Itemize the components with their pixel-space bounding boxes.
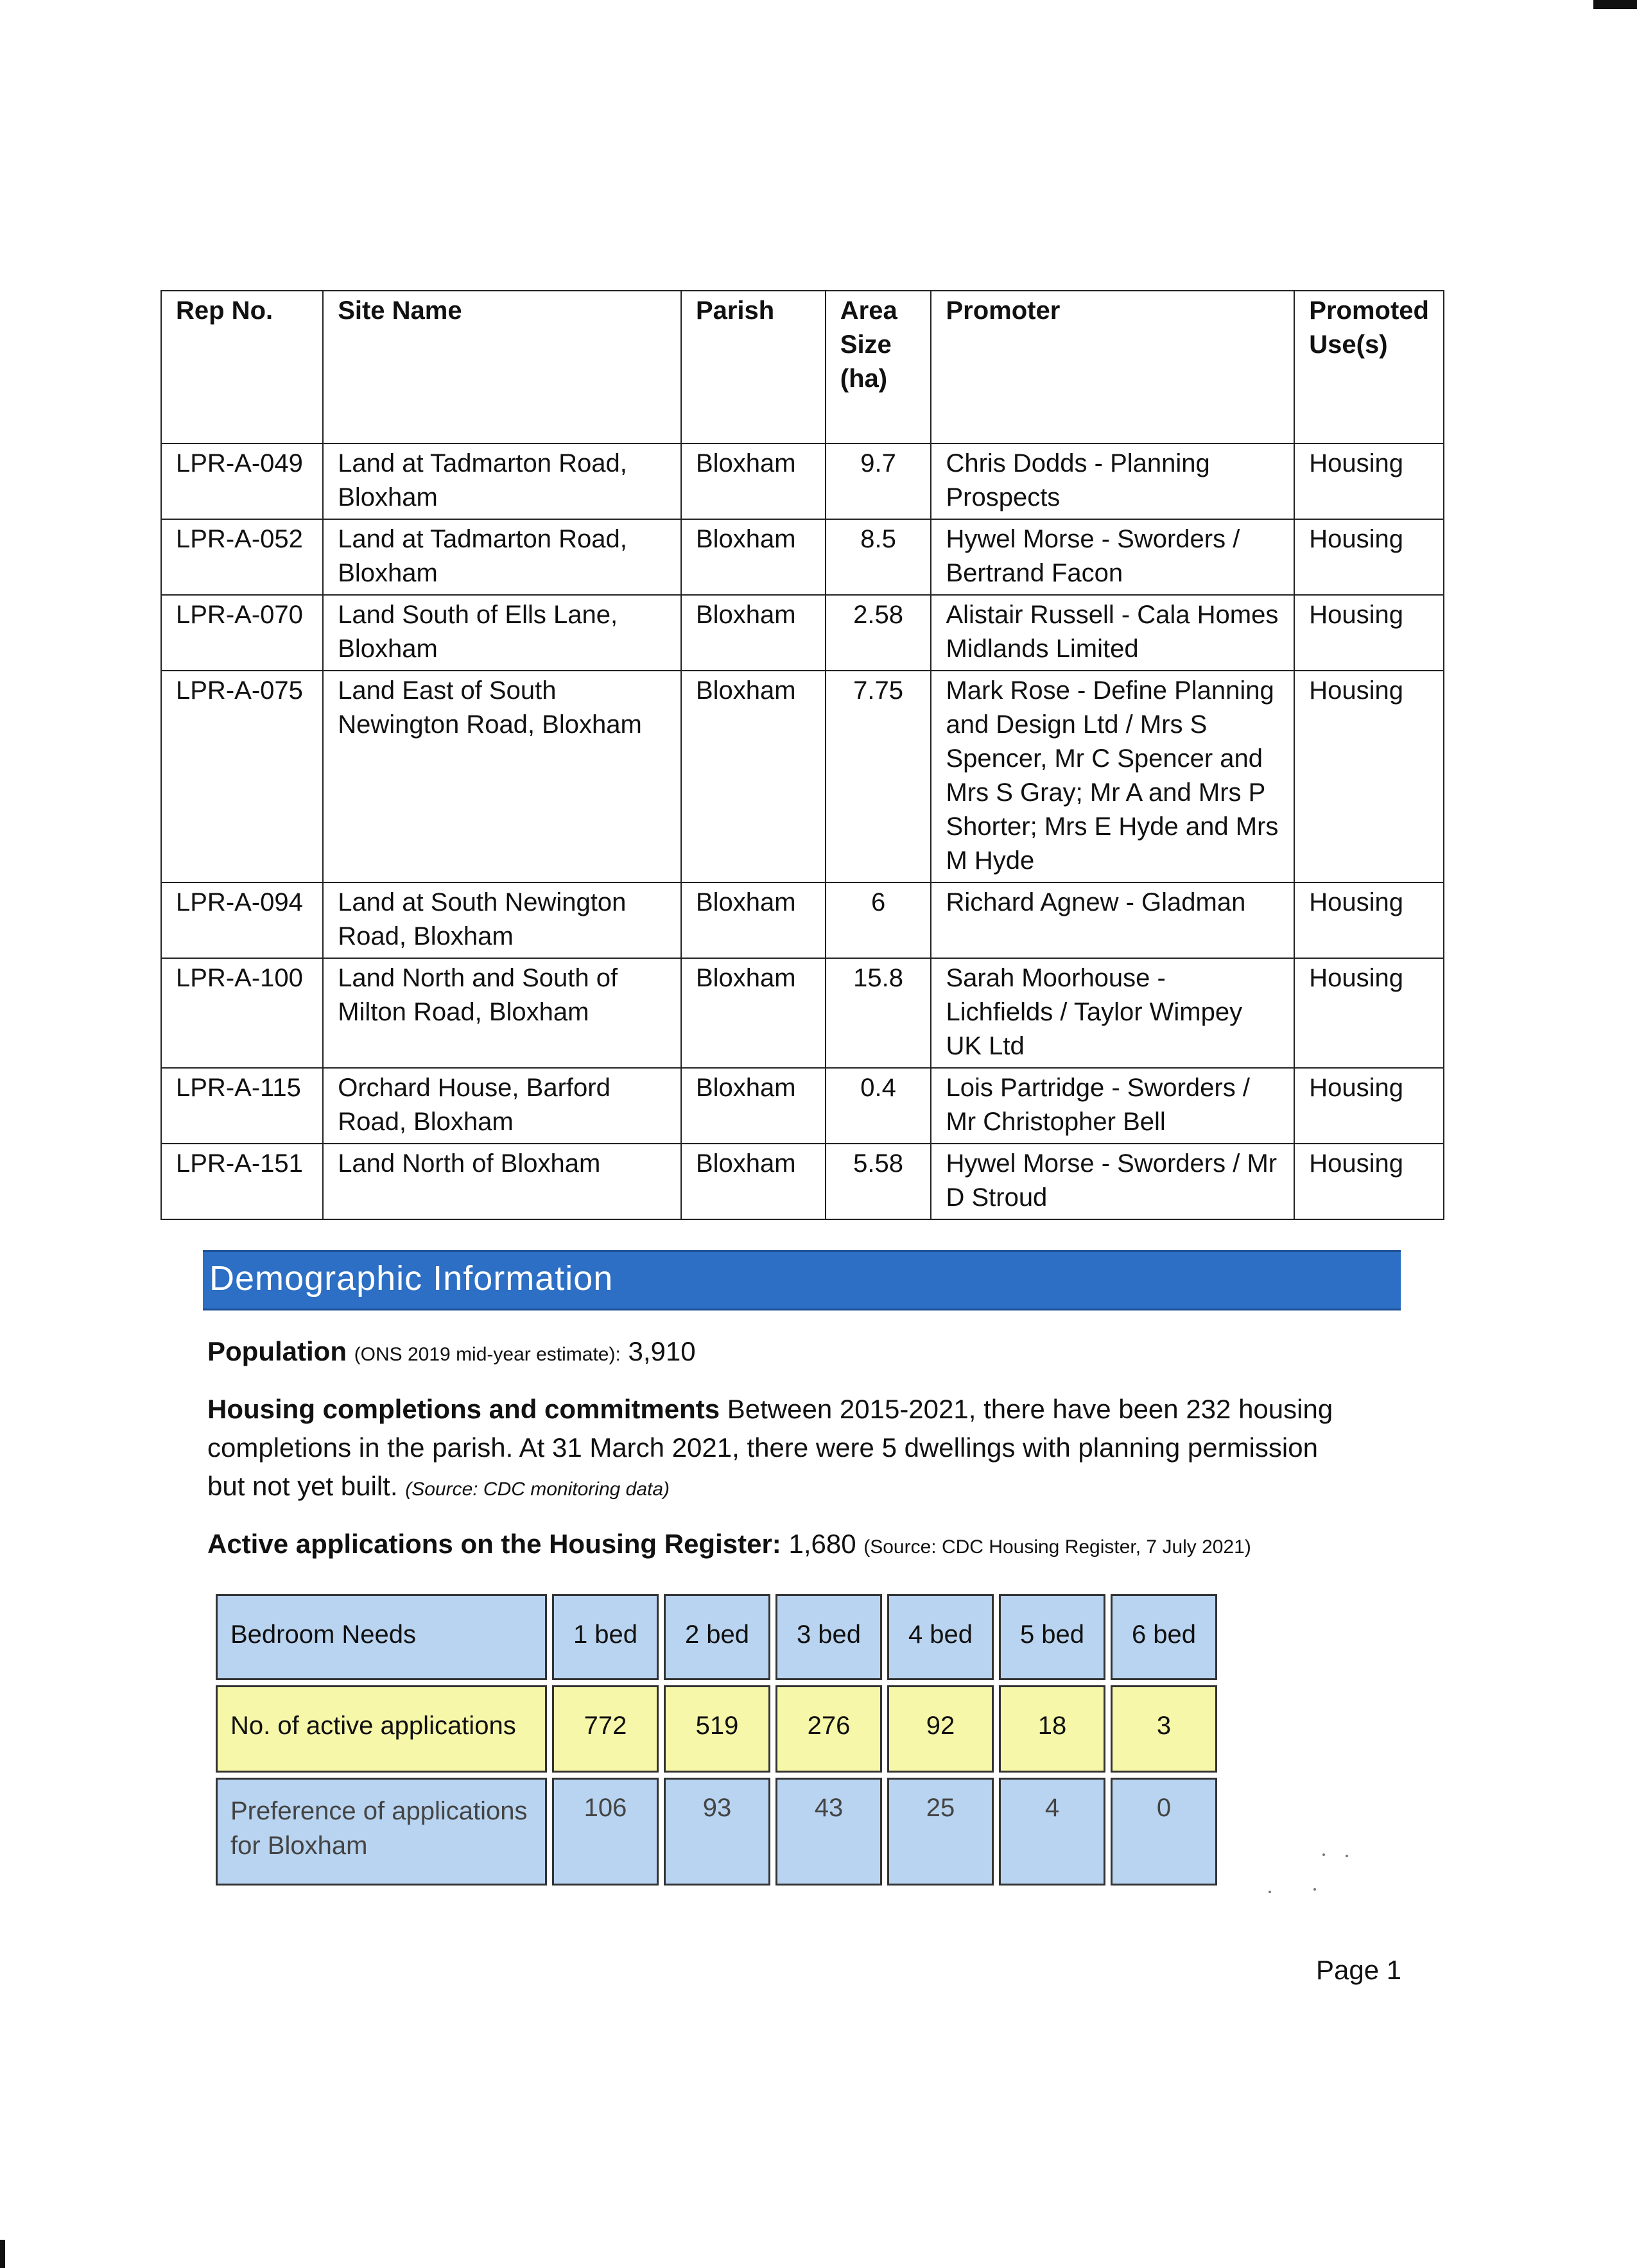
scan-edge-mark xyxy=(1593,0,1637,9)
col-5-bed: 5 bed xyxy=(999,1594,1105,1680)
register-line xyxy=(207,1525,1427,1567)
scan-speck xyxy=(1322,1853,1325,1856)
parish: Bloxham xyxy=(681,443,826,519)
col-6-bed: 6 bed xyxy=(1111,1594,1217,1680)
preference-2-bed: 93 xyxy=(664,1778,770,1886)
active-3-bed: 276 xyxy=(775,1685,882,1773)
site-table-header xyxy=(161,291,1444,443)
site-name: Orchard House, Barford Road, Bloxham xyxy=(323,1068,681,1144)
area-size: 9.7 xyxy=(826,443,931,519)
table-row xyxy=(161,671,1444,882)
area-size: 0.4 xyxy=(826,1068,931,1144)
promoter: Hywel Morse - Sworders / Bertrand Facon xyxy=(931,519,1294,595)
promoter: Sarah Moorhouse - Lichfields / Taylor Wimpey UK Ltd xyxy=(931,958,1294,1068)
completions-paragraph xyxy=(207,1390,1427,1509)
register-value: 1,680 xyxy=(788,1529,856,1559)
rep-no: LPR-A-070 xyxy=(161,595,323,671)
population-line xyxy=(207,1332,1427,1374)
population-source: (ONS 2019 mid-year estimate): xyxy=(354,1344,621,1365)
preference-label: Preference of applications for Bloxham xyxy=(216,1778,547,1886)
area-size: 6 xyxy=(826,882,931,958)
site-table xyxy=(160,290,1444,1220)
col-2-bed: 2 bed xyxy=(664,1594,770,1680)
active-1-bed: 772 xyxy=(552,1685,659,1773)
rep-no: LPR-A-049 xyxy=(161,443,323,519)
promoted-use: Housing xyxy=(1294,882,1444,958)
header-site-name: Site Name xyxy=(323,291,681,443)
site-name: Land East of South Newington Road, Bloxham xyxy=(323,671,681,882)
area-size: 5.58 xyxy=(826,1144,931,1219)
table-row xyxy=(161,1068,1444,1144)
page-number: Page 1 xyxy=(1316,1955,1402,1985)
table-row xyxy=(161,1144,1444,1219)
promoter: Lois Partridge - Sworders / Mr Christopher Bell xyxy=(931,1068,1294,1144)
rep-no: LPR-A-151 xyxy=(161,1144,323,1219)
site-name: Land North and South of Milton Road, Bloxham xyxy=(323,958,681,1068)
population-value: 3,910 xyxy=(628,1336,696,1366)
parish: Bloxham xyxy=(681,595,826,671)
promoted-use: Housing xyxy=(1294,671,1444,882)
completions-text-3: but not yet built. xyxy=(207,1471,398,1501)
site-name: Land at Tadmarton Road, Bloxham xyxy=(323,519,681,595)
promoted-use: Housing xyxy=(1294,443,1444,519)
bedroom-header-row xyxy=(216,1594,1217,1680)
rep-no: LPR-A-115 xyxy=(161,1068,323,1144)
promoter: Hywel Morse - Sworders / Mr D Stroud xyxy=(931,1144,1294,1219)
completions-text-2: completions in the parish. At 31 March 2021, there were 5 dwellings with planning permission xyxy=(207,1432,1318,1463)
rep-no: LPR-A-094 xyxy=(161,882,323,958)
header-area: Area Size (ha) xyxy=(826,291,931,443)
active-5-bed: 18 xyxy=(999,1685,1105,1773)
table-row xyxy=(161,595,1444,671)
scan-speck xyxy=(1313,1888,1316,1891)
preference-6-bed: 0 xyxy=(1111,1778,1217,1886)
promoted-use: Housing xyxy=(1294,958,1444,1068)
bedroom-needs-label: Bedroom Needs xyxy=(216,1594,547,1680)
area-size: 8.5 xyxy=(826,519,931,595)
parish: Bloxham xyxy=(681,958,826,1068)
promoted-use: Housing xyxy=(1294,595,1444,671)
section-title: Demographic Information xyxy=(209,1259,614,1298)
header-parish: Parish xyxy=(681,291,826,443)
area-size: 2.58 xyxy=(826,595,931,671)
col-4-bed: 4 bed xyxy=(887,1594,994,1680)
parish: Bloxham xyxy=(681,671,826,882)
area-size: 7.75 xyxy=(826,671,931,882)
site-name: Land North of Bloxham xyxy=(323,1144,681,1219)
preference-5-bed: 4 xyxy=(999,1778,1105,1886)
promoted-use: Housing xyxy=(1294,519,1444,595)
scan-edge-mark-bottom xyxy=(0,2240,5,2268)
active-applications-row xyxy=(216,1685,1217,1773)
promoted-use: Housing xyxy=(1294,1068,1444,1144)
site-name: Land South of Ells Lane, Bloxham xyxy=(323,595,681,671)
completions-label: Housing completions and commitments xyxy=(207,1394,720,1424)
parish: Bloxham xyxy=(681,1068,826,1144)
promoter: Richard Agnew - Gladman xyxy=(931,882,1294,958)
header-promoter: Promoter xyxy=(931,291,1294,443)
active-6-bed: 3 xyxy=(1111,1685,1217,1773)
scan-speck xyxy=(1269,1891,1271,1893)
table-row xyxy=(161,519,1444,595)
table-row xyxy=(161,958,1444,1068)
table-row xyxy=(161,882,1444,958)
active-2-bed: 519 xyxy=(664,1685,770,1773)
table-row xyxy=(161,443,1444,519)
preference-row xyxy=(216,1778,1217,1886)
register-label: Active applications on the Housing Register: xyxy=(207,1529,781,1559)
site-name: Land at South Newington Road, Bloxham xyxy=(323,882,681,958)
register-source: (Source: CDC Housing Register, 7 July 2021) xyxy=(863,1536,1251,1558)
active-applications-label: No. of active applications xyxy=(216,1685,547,1773)
completions-source: (Source: CDC monitoring data) xyxy=(405,1479,670,1500)
population-label: Population xyxy=(207,1336,347,1366)
rep-no: LPR-A-075 xyxy=(161,671,323,882)
promoter: Chris Dodds - Planning Prospects xyxy=(931,443,1294,519)
preference-1-bed: 106 xyxy=(552,1778,659,1886)
parish: Bloxham xyxy=(681,1144,826,1219)
promoter: Mark Rose - Define Planning and Design Ltd / Mrs S Spencer, Mr C Spencer and Mrs S Gray; Mr A and Mrs P Shorter; Mrs E Hyde and Mrs M Hyde xyxy=(931,671,1294,882)
col-1-bed: 1 bed xyxy=(552,1594,659,1680)
rep-no: LPR-A-052 xyxy=(161,519,323,595)
rep-no: LPR-A-100 xyxy=(161,958,323,1068)
preference-3-bed: 43 xyxy=(775,1778,882,1886)
parish: Bloxham xyxy=(681,882,826,958)
area-size: 15.8 xyxy=(826,958,931,1068)
col-3-bed: 3 bed xyxy=(775,1594,882,1680)
header-rep-no: Rep No. xyxy=(161,291,323,443)
promoted-use: Housing xyxy=(1294,1144,1444,1219)
completions-text-1: Between 2015-2021, there have been 232 housing xyxy=(727,1394,1333,1424)
bedroom-needs-table xyxy=(211,1589,1222,1891)
site-name: Land at Tadmarton Road, Bloxham xyxy=(323,443,681,519)
scan-speck xyxy=(1346,1855,1348,1857)
active-4-bed: 92 xyxy=(887,1685,994,1773)
section-header-bar xyxy=(203,1250,1401,1310)
preference-4-bed: 25 xyxy=(887,1778,994,1886)
parish: Bloxham xyxy=(681,519,826,595)
header-promoted-use: Promoted Use(s) xyxy=(1294,291,1444,443)
promoter: Alistair Russell - Cala Homes Midlands Limited xyxy=(931,595,1294,671)
